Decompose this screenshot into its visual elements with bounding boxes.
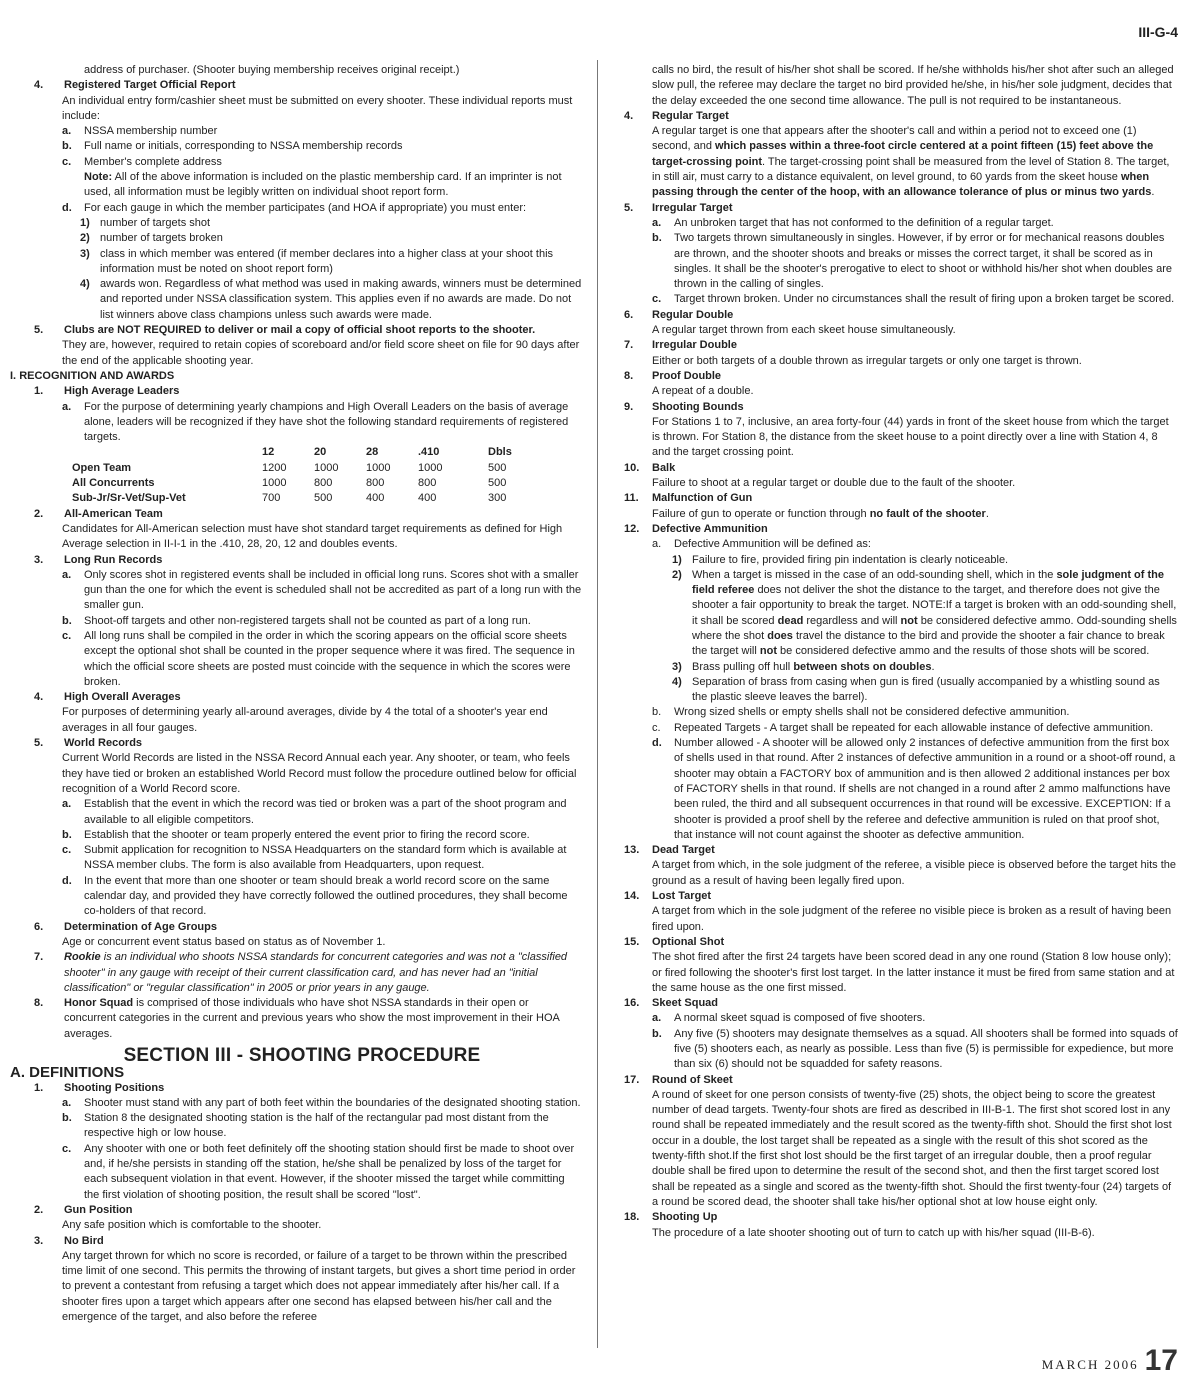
recog-2: 2. All-American Team (34, 507, 163, 520)
page-footer (1041, 1344, 1178, 1377)
def-1-c: c. Any shooter with one or both feet definitely off the shooting station should first be made to shoot over and, if he/she persists in standing off the station, he/she shall be penalized by loss of the target for each subsequent violation in that event. However, if the shooter missed the target while committing the first violation of shooting position, the result shall be scored "lost". (62, 1142, 575, 1201)
def-11-text: Failure of gun to operate or function through no fault of the shooter. (652, 507, 989, 520)
item-4-a: a. NSSA membership number (62, 125, 218, 138)
def-17: 17. Round of Skeet (624, 1073, 733, 1086)
def-10-text: Failure to shoot at a regular target or double due to the fault of the shooter. (652, 477, 1016, 490)
def-12-b: b. Wrong sized shells or empty shells shall not be considered defective ammunition. (652, 706, 1070, 719)
def-12-a1: 1) Failure to fire, provided firing pin indentation is clearly noticeable. (672, 553, 1009, 566)
def-6: 6. Regular Double (624, 308, 734, 321)
item-4-text: An individual entry form/cashier sheet must be submitted on every shooter. These individual reports must include: (62, 94, 573, 122)
def-1-b: b. Station 8 the designated shooting station is the half of the rectangular pad most distant from the respective high or low house. (62, 1112, 549, 1140)
page-number: 17 (1144, 1344, 1178, 1377)
right-column (618, 63, 1178, 1241)
def-11: 11. Malfunction of Gun (624, 492, 753, 505)
recog-8: 8. Honor Squad is comprised of those individuals who have shot NSSA standards in their open or concurrent categories in the current and previous years who show the most improvement in their HOA averages. (34, 997, 560, 1040)
continued-text: calls no bird, the result of his/her shot shall be scored. If he/she withholds his/her shot after such an alleged slow pull, the referee may declare the target no bird provided he/she, in his/her sole judgment, decides that the delay exceeded the one second time allowance. The pull is not required to be instantaneous. (652, 64, 1174, 107)
definitions-heading: A. DEFINITIONS (10, 1064, 125, 1082)
def-6-text: A regular target thrown from each skeet house simultaneously. (652, 324, 956, 337)
item-4-d1: 1) number of targets shot (80, 216, 211, 229)
section-title: SECTION III - SHOOTING PROCEDURE (123, 1045, 481, 1066)
def-18: 18. Shooting Up (624, 1211, 718, 1224)
recog-5-b: b. Establish that the shooter or team properly entered the event prior to firing the record score. (62, 828, 530, 841)
def-15-text: The shot fired after the first 24 targets have been scored dead in any one round (Station 8 low house only); or fired following the shooter's first lost target. In the latter instance it must be fired from same station and at the same house as the one first missed. (652, 951, 1175, 994)
def-5-a: a. An unbroken target that has not conformed to the definition of a regular target. (652, 216, 1054, 229)
def-12: 12. Defective Ammunition (624, 522, 768, 535)
def-1-a: a. Shooter must stand with any part of both feet within the boundaries of the designated shooting station. (62, 1096, 581, 1109)
def-15: 15. Optional Shot (624, 935, 725, 948)
table-row: Open Team 1200 1000 1000 1000 500 (72, 461, 507, 474)
item-4-c: c. Member's complete address (62, 155, 222, 168)
page-code: III-G-4 (1138, 24, 1178, 40)
def-16-b: b. Any five (5) shooters may designate themselves as a squad. All shooters shall be formed into squads of five (5) shooters each, as nearly as possible. Less than five (5) is permissible for expedience, but more than six (6) should not be squadded for safety reasons. (652, 1027, 1178, 1071)
recog-3-a: a. Only scores shot in registered events shall be included in official long runs. Scores shot with a smaller gun than the one for which the event is scheduled shall not be accredited as part of a long run with the smaller gun. (62, 568, 582, 612)
def-9: 9. Shooting Bounds (624, 400, 744, 413)
def-12-d: d. Number allowed - A shooter will be allowed only 2 instances of defective ammunition from the first box of shells used in that round. After 2 instances of defective ammunition in a round or a shoot-off round, a shooter may obtain a FACTORY box of ammunition and is then allowed 2 additional instances per box of FACTORY shells in that round. If shells are not changed in a round after 2 ammo malfunctions have been ruled, the third and all subsequent occurrences in that round will be excessive. EXCEPTION: If a shooter is provided a proof shell by the referee and defective ammunition is ruled on that proof shot, that instance will not count against the shooter as defective ammunition. (652, 737, 1176, 841)
item-5-text: They are, however, required to retain copies of scoreboard and/or field score sheet on file for 90 days after the end of the applicable shooting year. (62, 339, 580, 367)
def-12-c: c. Repeated Targets - A target shall be repeated for each allowable instance of defective ammunition. (652, 721, 1154, 734)
recog-6: 6. Determination of Age Groups (34, 920, 217, 933)
recog-4: 4. High Overall Averages (34, 691, 181, 704)
recog-5-d: d. In the event that more than one shooter or team should break a world record score on the same calendar day, and provided they have correctly followed the outlined procedures, they shall become co-holders of that record. (62, 874, 568, 918)
recog-6-text: Age or concurrent event status based on status as of November 1. (62, 935, 386, 948)
def-18-text: The procedure of a late shooter shooting out of turn to catch up with his/her squad (III-B-6). (652, 1226, 1095, 1239)
recog-2-text: Candidates for All-American selection must have shot standard target requirements as defined for High Average selection in II-I-1 in the .410, 28, 20, 12 and doubles events. (62, 522, 563, 551)
table-header-row: 12 20 28 .410 Dbls (262, 446, 512, 459)
def-12-a3: 3) Brass pulling off hull between shots on doubles. (672, 660, 935, 673)
def-17-text: A round of skeet for one person consists of twenty-five (25) shots, the object being to score the greatest number of dead targets. Twenty-four shots are fired as described in III-B-1. The first shot scored lost in any round shall be repeated immediately and the result scored as the twenty-fifth shot. Should the first shot lost occur in a double, the lost target shall be repeated as a single with the result of this shot scored as the twenty-fifth shot.If the first shot lost should be the first target of an irregular double, then a proof regular double shall be fired upon to determine the result of the second shot, and then the first target scored lost shall be repeated as a single and scored as the twenty-fifth shot. Should the first twenty-four (24) targets of a round be scored dead, the shooter shall take his/her optional shot at low house eight only. (652, 1088, 1172, 1208)
continued-text: address of purchaser. (Shooter buying membership receives original receipt.) (84, 64, 460, 76)
table-row: All Concurrents 1000 800 800 800 500 (72, 477, 507, 490)
def-5: 5. Irregular Target (624, 201, 733, 214)
column-divider (597, 60, 598, 1348)
recog-3-b: b. Shoot-off targets and other non-registered targets shall not be counted as part of a long run. (62, 614, 531, 627)
def-7: 7. Irregular Double (624, 339, 737, 352)
def-7-text: Either or both targets of a double thrown as irregular targets or only one target is thrown. (652, 354, 1082, 367)
recog-5-c: c. Submit application for recognition to NSSA Headquarters on the standard form which is available at NSSA member clubs. The form is also available from Headquarters, upon request. (62, 844, 567, 872)
def-12-a2: 2) When a target is missed in the case of an odd-sounding shell, which in the sole judgment of the field referee does not deliver the shot the distance to the target, and therefore does not give the shooter a fair opportunity to break the target. NOTE:If a target is broken with an odd-sounding shell, it shall be scored dead regardless and will not be considered defective ammo. Odd-sounding shells where the shot does travel the distance to the bird and provide the shooter a fair chance to break the target will not be considered defective ammo and the results of those shots will be scored. (672, 568, 1177, 658)
standards-table (72, 445, 540, 506)
item-4-note: Note: All of the above information is included on the plastic membership card. If an imprinter is not used, all information must be legibly written on individual shoot report form. (84, 171, 562, 199)
def-13-text: A target from which, in the sole judgment of the referee, a visible piece is observed before the target hits the ground as a result of having been legally fired upon. (652, 859, 1177, 887)
def-5-b: b. Two targets thrown simultaneously in singles. However, if by error or for mechanical reasons doubles are thrown, and the shooter shoots and breaks or misses the correct target, it shall be scored as in singles. It shall be the shooter's prerogative to elect to shoot or withhold his/her shot when doubles are thrown in the calling of singles. (652, 232, 1173, 291)
recog-5-a: a. Establish that the event in which the record was tied or broken was a part of the shoot program and available to all eligible competitors. (62, 798, 567, 826)
section-i-heading: I. RECOGNITION AND AWARDS (10, 369, 175, 382)
item-4-d4: 4) awards won. Regardless of what method was used in making awards, winners must be determined and reported under NSSA classification system. This applies even if no awards are made. Do not list winners above class champions unless such awards were made. (80, 278, 582, 321)
table-row: Sub-Jr/Sr-Vet/Sup-Vet 700 500 400 400 300 (72, 492, 507, 505)
recog-4-text: For purposes of determining yearly all-around averages, divide by 4 the total of a shooter's year end averages in all four gauges. (62, 706, 548, 734)
def-3: 3. No Bird (34, 1234, 104, 1247)
def-10: 10. Balk (624, 461, 676, 474)
footer-date: MARCH 2006 (1041, 1357, 1139, 1372)
def-4: 4. Regular Target (624, 109, 729, 122)
item-4-d3: 3) class in which member was entered (if member declares into a higher class at your shoot this information must be noted on shoot report form) (80, 247, 554, 275)
recog-1-a: a. For the purpose of determining yearly champions and High Overall Leaders on the basis of average alone, leaders will be recognized if they have shot the following standard requirements of registered targets. (62, 400, 569, 444)
def-16-a: a. A normal skeet squad is composed of five shooters. (652, 1012, 926, 1025)
def-3-text: Any target thrown for which no score is recorded, or failure of a target to be thrown within the prescribed time limit of one second. This permits the throwing of instant targets, but gives a short time period in order to prevent a contestant from refusing a target which does not appear immediately after his/her call. If a shooter fires upon a target which appears after one second has elapsed between his/her call and the emergence of the target, and also before the referee (62, 1249, 576, 1324)
recog-3: 3. Long Run Records (34, 553, 163, 566)
def-5-c: c. Target thrown broken. Under no circumstances shall the result of firing upon a broken target be scored. (652, 293, 1175, 306)
def-12-a: a. Defective Ammunition will be defined as: (652, 538, 871, 551)
recog-3-c: c. All long runs shall be compiled in the order in which the scoring appears on the official score sheets except the optional shot shall be counted in the proper sequence where it was fired. The sequence in which the official score sheets are posted must coincide with the sequence in which the scores were broken. (62, 629, 575, 688)
recog-5: 5. World Records (34, 737, 143, 750)
def-9-text: For Stations 1 to 7, inclusive, an area forty-four (44) yards in front of the skeet house from which the target is thrown. For Station 8, the distance from the skeet house to a point directly over a line with Station 4, 8 and the target crossing point. (652, 415, 1169, 459)
def-8: 8. Proof Double (624, 369, 722, 382)
def-8-text: A repeat of a double. (652, 385, 754, 398)
def-14: 14. Lost Target (624, 890, 712, 903)
item-4-d2: 2) number of targets broken (80, 232, 223, 245)
def-16: 16. Skeet Squad (624, 997, 719, 1010)
def-12-a4: 4) Separation of brass from casing when gun is fired (usually accompanied by a whistling sound as the plastic sleeve leaves the barrel). (672, 675, 1160, 704)
item-4: 4. Registered Target Official Report (34, 79, 236, 92)
item-4-b: b. Full name or initials, corresponding to NSSA membership records (62, 140, 403, 153)
def-4-text: A regular target is one that appears after the shooter's call and within a period not to exceed one (1) second, and which passes within a three-foot circle centered at a point fifteen (15) feet above the target-crossing point. The target-crossing point shall be measured from the level of Station 8. The target, in still air, must carry to a distance equivalent, on level ground, to 60 yards from the skeet house when passing through the center of the hoop, with an allowance tolerance of plus or minus two yards. (652, 125, 1170, 199)
recog-1: 1. High Average Leaders (34, 385, 180, 398)
item-5: 5. Clubs are NOT REQUIRED to deliver or mail a copy of official shoot reports to the shooter. (34, 324, 536, 337)
item-4-d: d. For each gauge in which the member participates (and HOA if appropriate) you must enter: (62, 201, 527, 214)
def-1: 1. Shooting Positions (34, 1081, 165, 1094)
recog-5-text: Current World Records are listed in the NSSA Record Annual each year. Any shooter, or team, who feels they have tied or broken an established World Record must follow the procedure outlined below for official recognition of a World Record score. (62, 752, 577, 795)
left-column (10, 63, 582, 1325)
def-2-text: Any safe position which is comfortable to the shooter. (62, 1219, 322, 1232)
def-2: 2. Gun Position (34, 1203, 133, 1216)
recog-7: 7. Rookie is an individual who shoots NSSA standards for concurrent categories and was not a "classified shooter" in any gauge with receipt of their current classification card, and has never had an "initial classification" or "regular classification" in 2005 or prior years in any gauge. (34, 951, 568, 994)
def-13: 13. Dead Target (624, 844, 715, 857)
def-14-text: A target from which in the sole judgment of the referee no visible piece is broken as a result of having been fired upon. (652, 905, 1172, 933)
